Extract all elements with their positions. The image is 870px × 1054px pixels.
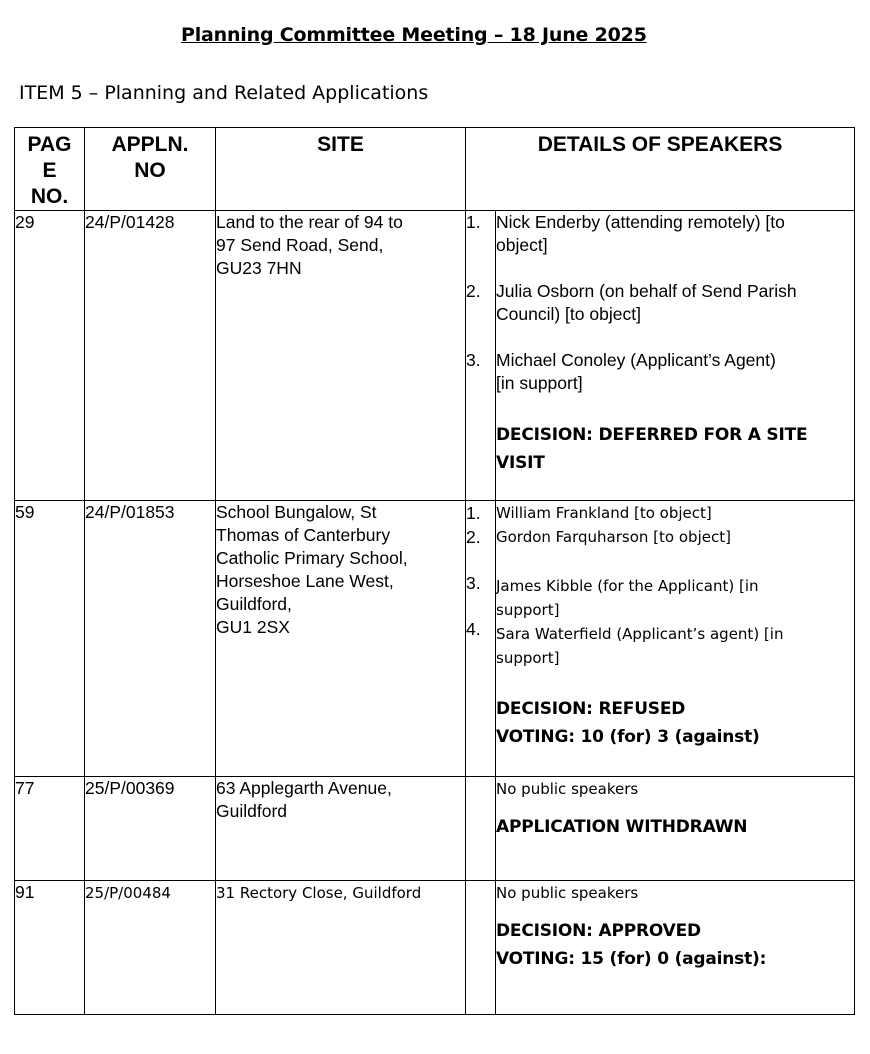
speaker-entry: Gordon Farquharson [to object] — [496, 528, 731, 546]
site-address: School Bungalow, St Thomas of Canterbury Catholic Primary School, Horseshoe Lane West, Guildford, GU1 2SX — [216, 501, 466, 777]
item-heading: ITEM 5 – Planning and Related Applications — [19, 82, 429, 104]
no-speakers-text: No public speakers — [496, 884, 639, 902]
no-speakers-text: No public speakers — [496, 780, 639, 798]
applications-table — [14, 127, 855, 1015]
decision-text: DECISION: REFUSED — [496, 699, 686, 719]
site-address: 63 Applegarth Avenue, Guildford — [216, 777, 466, 881]
speaker-entry: James Kibble (for the Applicant) [in — [496, 577, 759, 595]
page-number: 77 — [15, 777, 85, 881]
page-number: 91 — [15, 881, 85, 1015]
page-number: 59 — [15, 501, 85, 777]
header-site: SITE — [216, 128, 466, 211]
application-number: 25/P/00369 — [85, 777, 216, 881]
speaker-details — [496, 777, 855, 881]
decision-text: DECISION: DEFERRED FOR A SITE — [496, 425, 808, 445]
document-title: Planning Committee Meeting – 18 June 2025 — [181, 24, 647, 46]
voting-text: VOTING: 10 (for) 3 (against) — [496, 727, 760, 747]
voting-text: VOTING: 15 (for) 0 (against): — [496, 949, 767, 969]
header-speakers: DETAILS OF SPEAKERS — [466, 128, 855, 211]
application-number: 24/P/01853 — [85, 501, 216, 777]
header-appln-no: APPLN. NO — [85, 128, 216, 211]
speaker-numbers: 1. 2. 3. 4. — [466, 501, 496, 777]
table-row — [15, 881, 855, 1015]
speaker-entry: Sara Waterfield (Applicant’s agent) [in — [496, 625, 784, 643]
table-row — [15, 501, 855, 777]
speaker-entry: Michael Conoley (Applicant’s Agent) — [496, 350, 776, 370]
speaker-numbers — [466, 777, 496, 881]
speaker-numbers — [466, 881, 496, 1015]
speaker-details — [496, 881, 855, 1015]
decision-text: APPLICATION WITHDRAWN — [496, 817, 748, 837]
decision-text: DECISION: APPROVED — [496, 921, 701, 941]
table-row — [15, 777, 855, 881]
speaker-details: William Frankland [to object] Gordon Farquharson [to object] James Kibble (for the Applicant) [in support] Sara Waterfield (Applicant’s agent) [in support] DECISION: REFUSED VOTING: 10 (for) 3 (against) — [496, 501, 855, 777]
table-row — [15, 211, 855, 501]
speaker-entry: William Frankland [to object] — [496, 504, 712, 522]
site-address: 31 Rectory Close, Guildford — [216, 881, 466, 1015]
speaker-numbers: 1. 2. 3. — [466, 211, 496, 501]
speaker-entry: Julia Osborn (on behalf of Send Parish — [496, 281, 797, 301]
table-header-row — [15, 128, 855, 211]
speaker-details: Nick Enderby (attending remotely) [to object] Julia Osborn (on behalf of Send Parish Council) [to object] Michael Conoley (Applicant’s Agent) [in support] DECISION: DEFERRED FOR A SITE VISIT — [496, 211, 855, 501]
application-number: 24/P/01428 — [85, 211, 216, 501]
site-address: Land to the rear of 94 to 97 Send Road, Send, GU23 7HN — [216, 211, 466, 501]
speaker-entry: Nick Enderby (attending remotely) [to — [496, 212, 785, 232]
page-number: 29 — [15, 211, 85, 501]
application-number: 25/P/00484 — [85, 881, 216, 1015]
header-page-no: PAG E NO. — [15, 128, 85, 211]
